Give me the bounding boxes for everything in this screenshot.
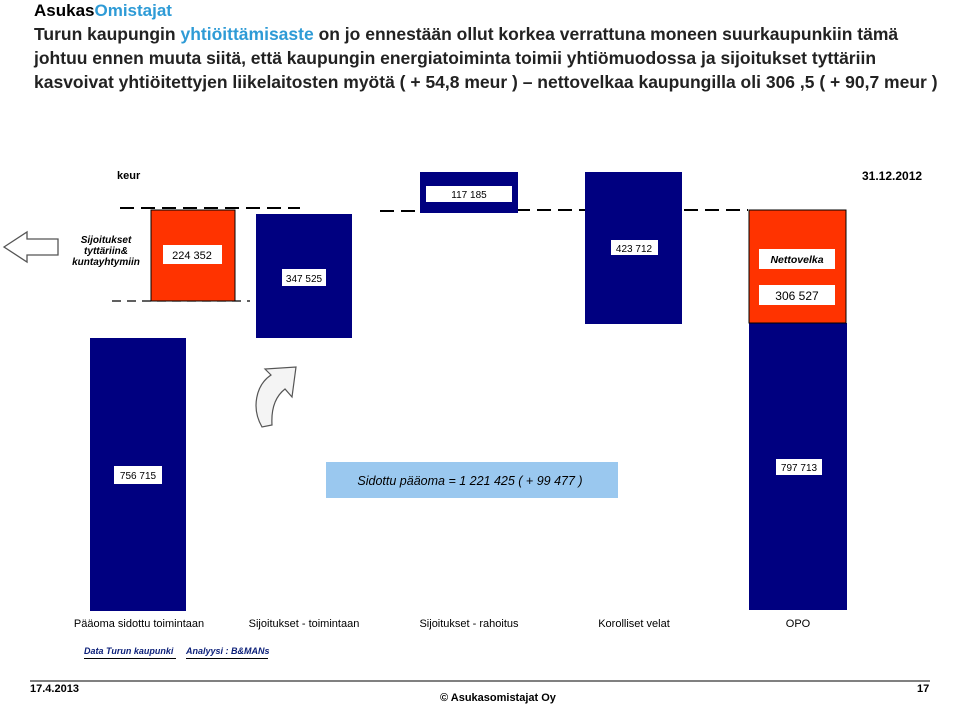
arrow-text-line3: kuntayhtymiin	[72, 257, 140, 268]
capital-note: Sidottu pääoma = 1 221 425 ( + 99 477 )	[357, 474, 583, 488]
value-label-306527: 306 527	[775, 289, 819, 303]
category-label: Sijoitukset - rahoitus	[419, 618, 519, 630]
value-label-347525: 347 525	[285, 274, 323, 285]
arrow-text-line1: Sijoitukset	[80, 235, 132, 246]
footer-date: 17.4.2013	[30, 683, 79, 695]
value-label-224352: 224 352	[172, 250, 212, 262]
value-label-756715: 756 715	[119, 471, 157, 482]
unit-label: keur	[117, 170, 141, 182]
headline-highlight: yhtiöittämisaste	[180, 24, 314, 44]
arrow-text-line2: tyttäriin&	[84, 246, 128, 257]
category-label: Pääoma sidottu toimintaan	[73, 618, 205, 630]
left-arrow-icon	[4, 232, 58, 262]
curved-arrow-icon	[256, 367, 296, 427]
brand-part2: Omistajat	[94, 1, 172, 20]
value-label-117185: 117 185	[451, 190, 487, 201]
page-number: 17	[917, 683, 930, 695]
credit-underline	[84, 658, 176, 659]
date-label: 31.12.2012	[862, 169, 923, 183]
nettovelka-title: Nettovelka	[770, 254, 824, 266]
data-source: Data Turun kaupunki	[84, 646, 174, 656]
analysis-credit: Analyysi : B&MANs	[186, 646, 270, 656]
brand-part1: Asukas	[34, 1, 95, 20]
credit-underline	[186, 658, 268, 659]
category-label: Korolliset velat	[598, 618, 670, 630]
value-label-423712: 423 712	[615, 244, 653, 255]
category-label: OPO	[785, 618, 811, 630]
category-label: Sijoitukset - toimintaan	[248, 618, 360, 630]
value-label-797713: 797 713	[780, 463, 818, 474]
headline-post: on jo ennestään ollut korkea verrattuna moneen suurkaupunkiin tämä johtuu ennen muuta siitä, että kaupungin energiatoiminta toimii yhtiömuodossa ja sijoitukset tyttäriin kasvoivat yhtiöitettyjen liikelaitosten myötä ( + 54,8 meur ) – nettovelkaa kaupungilla oli 306 ,5 ( + 90,7 meur )	[34, 24, 938, 92]
footer-copyright: © Asukasomistajat Oy	[440, 692, 556, 704]
headline-pre: Turun kaupungin	[34, 24, 181, 44]
